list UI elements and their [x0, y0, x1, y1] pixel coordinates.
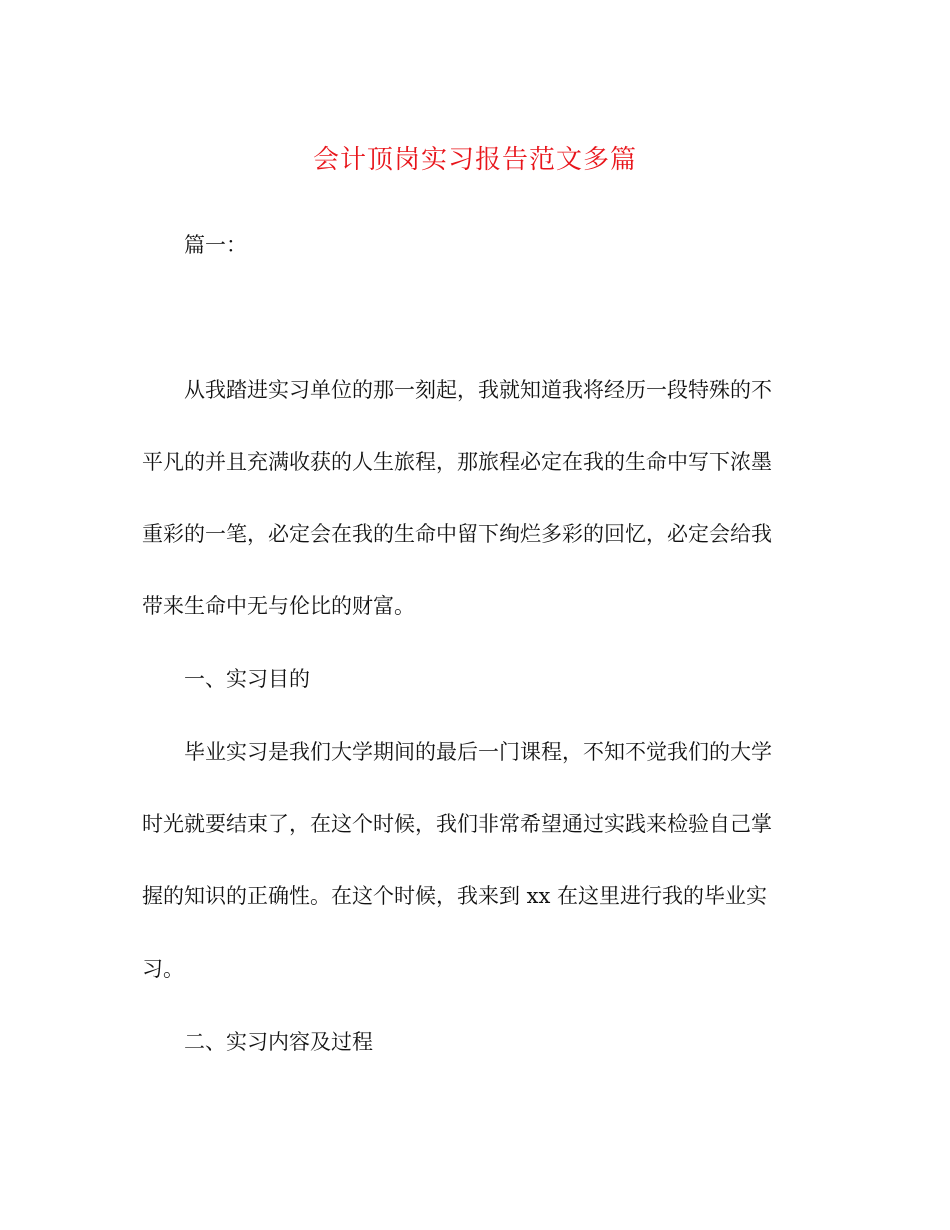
paragraph-line: 习。: [142, 957, 184, 981]
paragraph-line: 握的知识的正确性。在这个时候，我来到 xx 在这里进行我的毕业实: [142, 884, 768, 908]
paragraph-line: 从我踏进实习单位的那一刻起，我就知道我将经历一段特殊的不: [184, 378, 772, 402]
section-heading: 一、实习目的: [184, 667, 310, 691]
paragraph-line: 带来生命中无与伦比的财富。: [142, 594, 415, 618]
section-heading: 二、实习内容及过程: [184, 1030, 373, 1054]
section-label: 篇一：: [184, 233, 247, 257]
paragraph-line: 时光就要结束了，在这个时候，我们非常希望通过实践来检验自己掌: [142, 812, 772, 836]
document-title: 会计顶岗实习报告范文多篇: [312, 145, 637, 175]
paragraph-line: 毕业实习是我们大学期间的最后一门课程，不知不觉我们的大学: [184, 740, 772, 764]
paragraph-line: 重彩的一笔，必定会在我的生命中留下绚烂多彩的回忆，必定会给我: [142, 522, 772, 546]
paragraph-line: 平凡的并且充满收获的人生旅程，那旅程必定在我的生命中写下浓墨: [142, 450, 772, 474]
